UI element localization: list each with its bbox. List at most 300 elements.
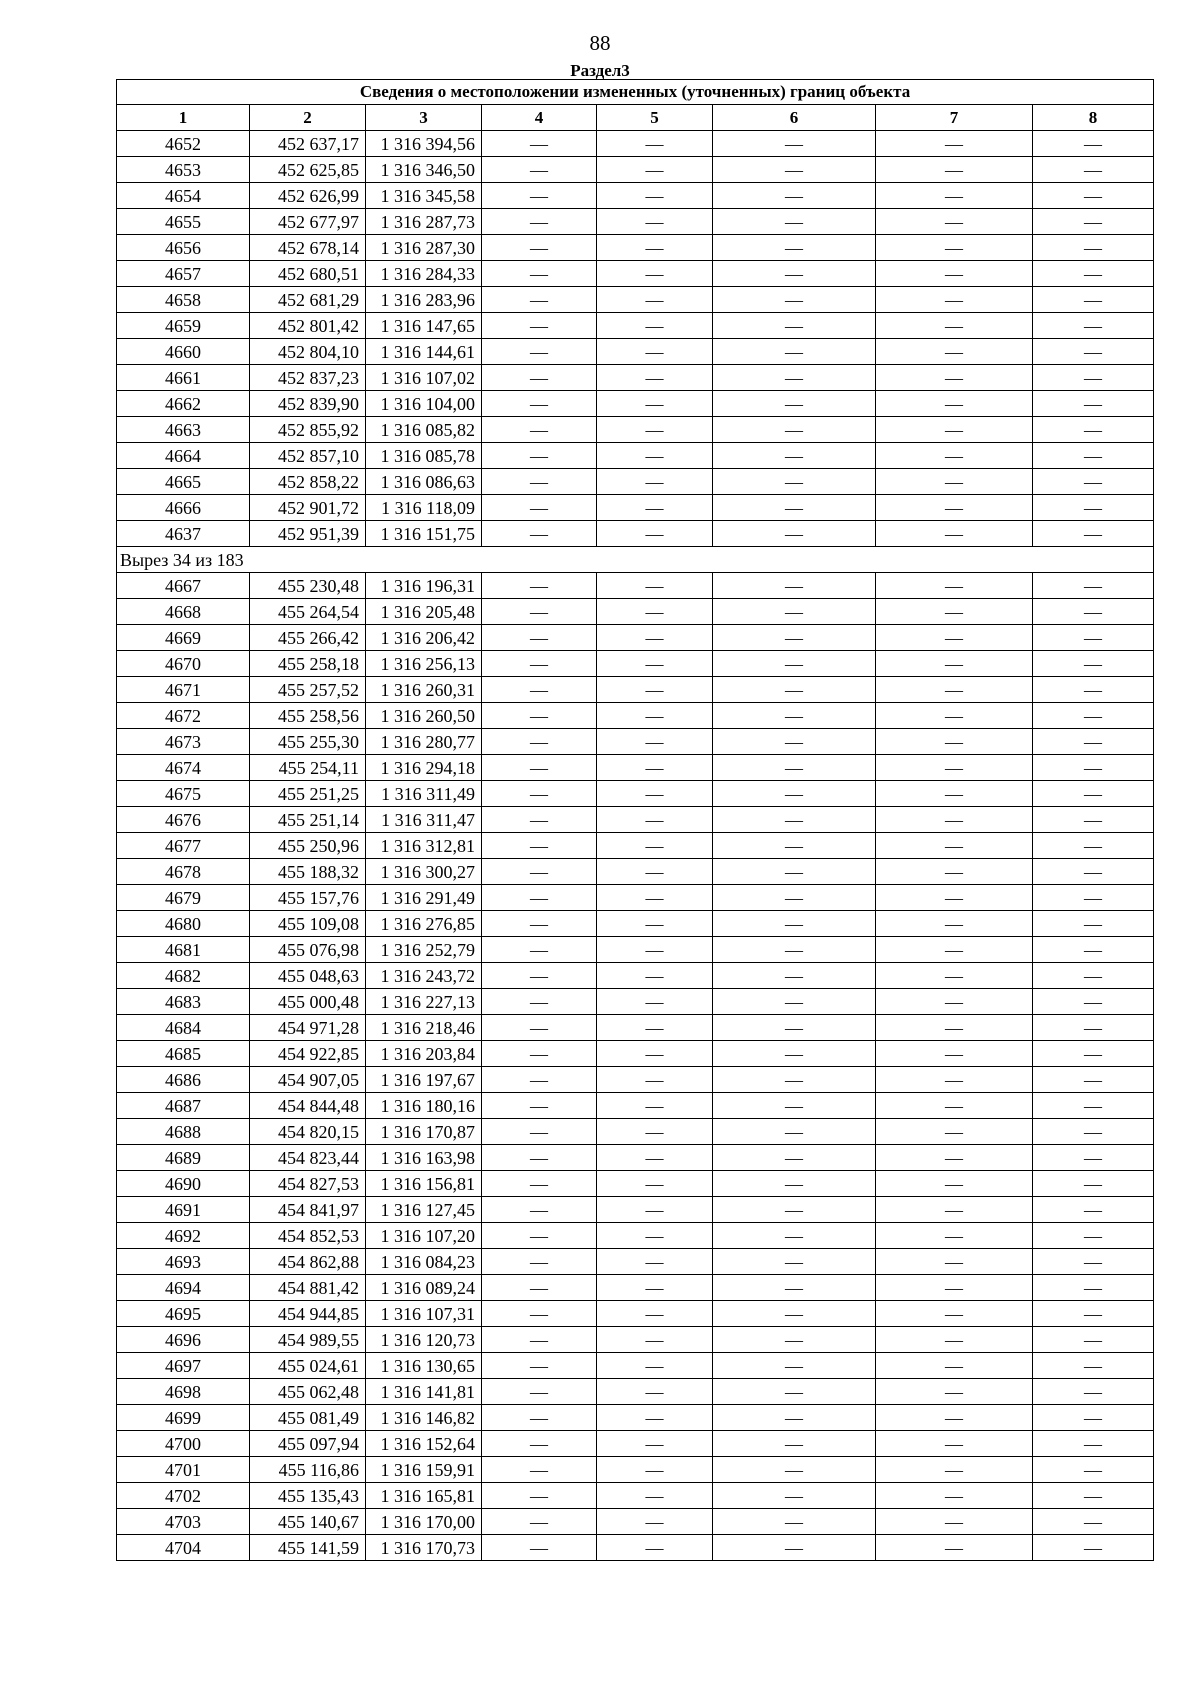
empty-cell: — — [482, 261, 597, 287]
empty-cell: — — [876, 859, 1033, 885]
y-coordinate: 1 316 312,81 — [366, 833, 482, 859]
empty-cell: — — [482, 131, 597, 157]
point-number: 4637 — [117, 521, 250, 547]
empty-cell: — — [713, 1379, 876, 1405]
empty-cell: — — [597, 989, 713, 1015]
empty-cell: — — [876, 1535, 1033, 1561]
empty-cell: — — [482, 1301, 597, 1327]
y-coordinate: 1 316 276,85 — [366, 911, 482, 937]
point-number: 4654 — [117, 183, 250, 209]
x-coordinate: 452 858,22 — [250, 469, 366, 495]
empty-cell: — — [1033, 1275, 1154, 1301]
x-coordinate: 452 680,51 — [250, 261, 366, 287]
y-coordinate: 1 316 203,84 — [366, 1041, 482, 1067]
empty-cell: — — [713, 573, 876, 599]
y-coordinate: 1 316 294,18 — [366, 755, 482, 781]
empty-cell: — — [482, 1041, 597, 1067]
empty-cell: — — [482, 1457, 597, 1483]
empty-cell: — — [1033, 859, 1154, 885]
empty-cell: — — [713, 469, 876, 495]
empty-cell: — — [1033, 157, 1154, 183]
empty-cell: — — [597, 1405, 713, 1431]
empty-cell: — — [597, 469, 713, 495]
empty-cell: — — [713, 1353, 876, 1379]
table-title: Сведения о местоположении измененных (уточненных) границ объекта — [117, 80, 1154, 105]
x-coordinate: 454 823,44 — [250, 1145, 366, 1171]
empty-cell: — — [876, 391, 1033, 417]
x-coordinate: 455 264,54 — [250, 599, 366, 625]
empty-cell: — — [713, 1327, 876, 1353]
empty-cell: — — [1033, 469, 1154, 495]
empty-cell: — — [482, 339, 597, 365]
y-coordinate: 1 316 311,47 — [366, 807, 482, 833]
empty-cell: — — [1033, 1249, 1154, 1275]
empty-cell: — — [713, 859, 876, 885]
empty-cell: — — [482, 729, 597, 755]
empty-cell: — — [713, 261, 876, 287]
empty-cell: — — [597, 1509, 713, 1535]
y-coordinate: 1 316 141,81 — [366, 1379, 482, 1405]
empty-cell: — — [482, 443, 597, 469]
column-header-row — [117, 105, 1154, 131]
x-coordinate: 455 000,48 — [250, 989, 366, 1015]
y-coordinate: 1 316 196,31 — [366, 573, 482, 599]
column-header: 1 — [117, 105, 250, 131]
page-number: 88 — [589, 31, 611, 55]
table-row — [117, 391, 1154, 417]
empty-cell: — — [482, 807, 597, 833]
empty-cell: — — [713, 677, 876, 703]
empty-cell: — — [713, 911, 876, 937]
point-number: 4656 — [117, 235, 250, 261]
x-coordinate: 454 922,85 — [250, 1041, 366, 1067]
table-row — [117, 781, 1154, 807]
point-number: 4686 — [117, 1067, 250, 1093]
x-coordinate: 455 109,08 — [250, 911, 366, 937]
table-row — [117, 1223, 1154, 1249]
point-number: 4680 — [117, 911, 250, 937]
y-coordinate: 1 316 086,63 — [366, 469, 482, 495]
empty-cell: — — [876, 625, 1033, 651]
empty-cell: — — [1033, 313, 1154, 339]
point-number: 4685 — [117, 1041, 250, 1067]
point-number: 4672 — [117, 703, 250, 729]
empty-cell: — — [482, 963, 597, 989]
y-coordinate: 1 316 291,49 — [366, 885, 482, 911]
empty-cell: — — [597, 1301, 713, 1327]
empty-cell: — — [1033, 495, 1154, 521]
x-coordinate: 452 804,10 — [250, 339, 366, 365]
y-coordinate: 1 316 085,82 — [366, 417, 482, 443]
x-coordinate: 455 188,32 — [250, 859, 366, 885]
table-row — [117, 1379, 1154, 1405]
empty-cell: — — [1033, 1223, 1154, 1249]
y-coordinate: 1 316 287,73 — [366, 209, 482, 235]
empty-cell: — — [482, 313, 597, 339]
empty-cell: — — [1033, 209, 1154, 235]
empty-cell: — — [876, 1067, 1033, 1093]
y-coordinate: 1 316 227,13 — [366, 989, 482, 1015]
point-number: 4700 — [117, 1431, 250, 1457]
point-number: 4694 — [117, 1275, 250, 1301]
empty-cell: — — [876, 1509, 1033, 1535]
empty-cell: — — [876, 313, 1033, 339]
empty-cell: — — [482, 625, 597, 651]
empty-cell: — — [597, 833, 713, 859]
empty-cell: — — [597, 911, 713, 937]
cut-caption: Вырез 34 из 183 — [117, 547, 1154, 573]
empty-cell: — — [1033, 443, 1154, 469]
point-number: 4691 — [117, 1197, 250, 1223]
empty-cell: — — [713, 313, 876, 339]
x-coordinate: 455 258,56 — [250, 703, 366, 729]
empty-cell: — — [597, 729, 713, 755]
section-title: Раздел3 — [570, 61, 630, 80]
point-number: 4674 — [117, 755, 250, 781]
empty-cell: — — [1033, 885, 1154, 911]
empty-cell: — — [482, 521, 597, 547]
empty-cell: — — [1033, 599, 1154, 625]
empty-cell: — — [876, 1093, 1033, 1119]
y-coordinate: 1 316 130,65 — [366, 1353, 482, 1379]
y-coordinate: 1 316 085,78 — [366, 443, 482, 469]
empty-cell: — — [876, 573, 1033, 599]
x-coordinate: 452 839,90 — [250, 391, 366, 417]
table-row — [117, 469, 1154, 495]
x-coordinate: 454 989,55 — [250, 1327, 366, 1353]
empty-cell: — — [1033, 963, 1154, 989]
x-coordinate: 452 855,92 — [250, 417, 366, 443]
table-row — [117, 1067, 1154, 1093]
empty-cell: — — [876, 287, 1033, 313]
table-row — [117, 989, 1154, 1015]
y-coordinate: 1 316 345,58 — [366, 183, 482, 209]
empty-cell: — — [597, 391, 713, 417]
empty-cell: — — [713, 287, 876, 313]
empty-cell: — — [482, 885, 597, 911]
x-coordinate: 455 048,63 — [250, 963, 366, 989]
column-header: 2 — [250, 105, 366, 131]
x-coordinate: 455 097,94 — [250, 1431, 366, 1457]
empty-cell: — — [713, 1535, 876, 1561]
table-row — [117, 339, 1154, 365]
empty-cell: — — [876, 755, 1033, 781]
empty-cell: — — [482, 1535, 597, 1561]
empty-cell: — — [713, 989, 876, 1015]
empty-cell: — — [597, 1119, 713, 1145]
y-coordinate: 1 316 243,72 — [366, 963, 482, 989]
empty-cell: — — [597, 1197, 713, 1223]
empty-cell: — — [482, 1171, 597, 1197]
y-coordinate: 1 316 152,64 — [366, 1431, 482, 1457]
y-coordinate: 1 316 218,46 — [366, 1015, 482, 1041]
empty-cell: — — [876, 807, 1033, 833]
y-coordinate: 1 316 159,91 — [366, 1457, 482, 1483]
empty-cell: — — [482, 157, 597, 183]
x-coordinate: 455 251,14 — [250, 807, 366, 833]
table-row — [117, 677, 1154, 703]
empty-cell: — — [597, 287, 713, 313]
empty-cell: — — [876, 443, 1033, 469]
point-number: 4697 — [117, 1353, 250, 1379]
empty-cell: — — [1033, 1431, 1154, 1457]
table-row — [117, 261, 1154, 287]
point-number: 4652 — [117, 131, 250, 157]
empty-cell: — — [876, 131, 1033, 157]
empty-cell: — — [597, 261, 713, 287]
empty-cell: — — [876, 833, 1033, 859]
empty-cell: — — [876, 1171, 1033, 1197]
empty-cell: — — [482, 1015, 597, 1041]
empty-cell: — — [1033, 1327, 1154, 1353]
empty-cell: — — [1033, 1379, 1154, 1405]
x-coordinate: 452 837,23 — [250, 365, 366, 391]
boundary-coordinates-table — [116, 79, 1154, 1561]
empty-cell: — — [876, 261, 1033, 287]
x-coordinate: 452 625,85 — [250, 157, 366, 183]
empty-cell: — — [597, 573, 713, 599]
table-row — [117, 1093, 1154, 1119]
empty-cell: — — [597, 183, 713, 209]
table-row — [117, 1041, 1154, 1067]
empty-cell: — — [876, 339, 1033, 365]
empty-cell: — — [482, 677, 597, 703]
empty-cell: — — [876, 1431, 1033, 1457]
y-coordinate: 1 316 170,73 — [366, 1535, 482, 1561]
empty-cell: — — [713, 729, 876, 755]
empty-cell: — — [482, 209, 597, 235]
empty-cell: — — [713, 1197, 876, 1223]
empty-cell: — — [713, 521, 876, 547]
empty-cell: — — [1033, 911, 1154, 937]
x-coordinate: 454 844,48 — [250, 1093, 366, 1119]
empty-cell: — — [1033, 1509, 1154, 1535]
empty-cell: — — [597, 677, 713, 703]
empty-cell: — — [1033, 1301, 1154, 1327]
empty-cell: — — [713, 417, 876, 443]
empty-cell: — — [597, 495, 713, 521]
empty-cell: — — [876, 235, 1033, 261]
empty-cell: — — [713, 131, 876, 157]
column-header: 6 — [713, 105, 876, 131]
y-coordinate: 1 316 311,49 — [366, 781, 482, 807]
point-number: 4703 — [117, 1509, 250, 1535]
empty-cell: — — [1033, 1171, 1154, 1197]
y-coordinate: 1 316 284,33 — [366, 261, 482, 287]
table-row — [117, 443, 1154, 469]
y-coordinate: 1 316 394,56 — [366, 131, 482, 157]
empty-cell: — — [482, 183, 597, 209]
empty-cell: — — [482, 1405, 597, 1431]
x-coordinate: 455 250,96 — [250, 833, 366, 859]
x-coordinate: 454 852,53 — [250, 1223, 366, 1249]
point-number: 4660 — [117, 339, 250, 365]
point-number: 4663 — [117, 417, 250, 443]
empty-cell: — — [713, 703, 876, 729]
point-number: 4684 — [117, 1015, 250, 1041]
empty-cell: — — [1033, 989, 1154, 1015]
empty-cell: — — [876, 989, 1033, 1015]
empty-cell: — — [597, 1041, 713, 1067]
point-number: 4677 — [117, 833, 250, 859]
x-coordinate: 454 881,42 — [250, 1275, 366, 1301]
y-coordinate: 1 316 256,13 — [366, 651, 482, 677]
empty-cell: — — [482, 1327, 597, 1353]
point-number: 4675 — [117, 781, 250, 807]
empty-cell: — — [1033, 651, 1154, 677]
empty-cell: — — [482, 1431, 597, 1457]
empty-cell: — — [482, 599, 597, 625]
empty-cell: — — [876, 1197, 1033, 1223]
empty-cell: — — [876, 183, 1033, 209]
point-number: 4657 — [117, 261, 250, 287]
point-number: 4699 — [117, 1405, 250, 1431]
empty-cell: — — [597, 1249, 713, 1275]
point-number: 4688 — [117, 1119, 250, 1145]
empty-cell: — — [713, 495, 876, 521]
table-row — [117, 859, 1154, 885]
table-row — [117, 1353, 1154, 1379]
empty-cell: — — [713, 1275, 876, 1301]
empty-cell: — — [876, 1327, 1033, 1353]
x-coordinate: 455 255,30 — [250, 729, 366, 755]
y-coordinate: 1 316 120,73 — [366, 1327, 482, 1353]
cut-caption-row — [117, 547, 1154, 573]
x-coordinate: 454 820,15 — [250, 1119, 366, 1145]
empty-cell: — — [482, 1145, 597, 1171]
point-number: 4692 — [117, 1223, 250, 1249]
empty-cell: — — [482, 989, 597, 1015]
empty-cell: — — [713, 1041, 876, 1067]
x-coordinate: 454 841,97 — [250, 1197, 366, 1223]
table-row — [117, 1405, 1154, 1431]
empty-cell: — — [1033, 339, 1154, 365]
empty-cell: — — [597, 235, 713, 261]
empty-cell: — — [1033, 1457, 1154, 1483]
empty-cell: — — [876, 703, 1033, 729]
x-coordinate: 452 801,42 — [250, 313, 366, 339]
point-number: 4673 — [117, 729, 250, 755]
x-coordinate: 455 140,67 — [250, 1509, 366, 1535]
empty-cell: — — [1033, 833, 1154, 859]
table-row — [117, 1301, 1154, 1327]
empty-cell: — — [876, 1405, 1033, 1431]
empty-cell: — — [713, 807, 876, 833]
table-row — [117, 131, 1154, 157]
y-coordinate: 1 316 084,23 — [366, 1249, 482, 1275]
table-row — [117, 807, 1154, 833]
empty-cell: — — [1033, 1145, 1154, 1171]
empty-cell: — — [713, 937, 876, 963]
point-number: 4682 — [117, 963, 250, 989]
empty-cell: — — [1033, 1093, 1154, 1119]
empty-cell: — — [713, 391, 876, 417]
empty-cell: — — [597, 599, 713, 625]
y-coordinate: 1 316 180,16 — [366, 1093, 482, 1119]
table-row — [117, 885, 1154, 911]
empty-cell: — — [597, 755, 713, 781]
x-coordinate: 455 230,48 — [250, 573, 366, 599]
table-row — [117, 1171, 1154, 1197]
empty-cell: — — [1033, 1197, 1154, 1223]
empty-cell: — — [876, 417, 1033, 443]
y-coordinate: 1 316 283,96 — [366, 287, 482, 313]
empty-cell: — — [597, 651, 713, 677]
point-number: 4683 — [117, 989, 250, 1015]
table-row — [117, 183, 1154, 209]
empty-cell: — — [597, 1275, 713, 1301]
empty-cell: — — [482, 781, 597, 807]
empty-cell: — — [597, 131, 713, 157]
empty-cell: — — [713, 209, 876, 235]
point-number: 4704 — [117, 1535, 250, 1561]
empty-cell: — — [1033, 677, 1154, 703]
empty-cell: — — [597, 1145, 713, 1171]
y-coordinate: 1 316 205,48 — [366, 599, 482, 625]
y-coordinate: 1 316 170,00 — [366, 1509, 482, 1535]
table-row — [117, 1197, 1154, 1223]
empty-cell: — — [713, 1015, 876, 1041]
point-number: 4666 — [117, 495, 250, 521]
point-number: 4689 — [117, 1145, 250, 1171]
point-number: 4701 — [117, 1457, 250, 1483]
y-coordinate: 1 316 346,50 — [366, 157, 482, 183]
table-row — [117, 599, 1154, 625]
empty-cell: — — [482, 1483, 597, 1509]
empty-cell: — — [713, 1431, 876, 1457]
empty-cell: — — [713, 1483, 876, 1509]
table-row — [117, 1145, 1154, 1171]
empty-cell: — — [876, 1041, 1033, 1067]
point-number: 4664 — [117, 443, 250, 469]
x-coordinate: 454 862,88 — [250, 1249, 366, 1275]
y-coordinate: 1 316 144,61 — [366, 339, 482, 365]
x-coordinate: 455 266,42 — [250, 625, 366, 651]
point-number: 4693 — [117, 1249, 250, 1275]
empty-cell: — — [876, 1353, 1033, 1379]
x-coordinate: 455 251,25 — [250, 781, 366, 807]
point-number: 4671 — [117, 677, 250, 703]
empty-cell: — — [1033, 755, 1154, 781]
empty-cell: — — [713, 1405, 876, 1431]
empty-cell: — — [1033, 365, 1154, 391]
x-coordinate: 452 681,29 — [250, 287, 366, 313]
x-coordinate: 455 157,76 — [250, 885, 366, 911]
point-number: 4661 — [117, 365, 250, 391]
empty-cell: — — [482, 911, 597, 937]
empty-cell: — — [876, 1379, 1033, 1405]
table-row — [117, 1431, 1154, 1457]
empty-cell: — — [482, 1353, 597, 1379]
empty-cell: — — [597, 885, 713, 911]
table-row — [117, 963, 1154, 989]
empty-cell: — — [482, 1379, 597, 1405]
table-row — [117, 703, 1154, 729]
x-coordinate: 454 907,05 — [250, 1067, 366, 1093]
point-number: 4676 — [117, 807, 250, 833]
table-row — [117, 313, 1154, 339]
empty-cell: — — [1033, 1041, 1154, 1067]
x-coordinate: 455 081,49 — [250, 1405, 366, 1431]
empty-cell: — — [597, 1431, 713, 1457]
empty-cell: — — [876, 1015, 1033, 1041]
empty-cell: — — [1033, 1405, 1154, 1431]
y-coordinate: 1 316 118,09 — [366, 495, 482, 521]
empty-cell: — — [482, 1197, 597, 1223]
empty-cell: — — [713, 183, 876, 209]
x-coordinate: 455 076,98 — [250, 937, 366, 963]
column-header: 5 — [597, 105, 713, 131]
